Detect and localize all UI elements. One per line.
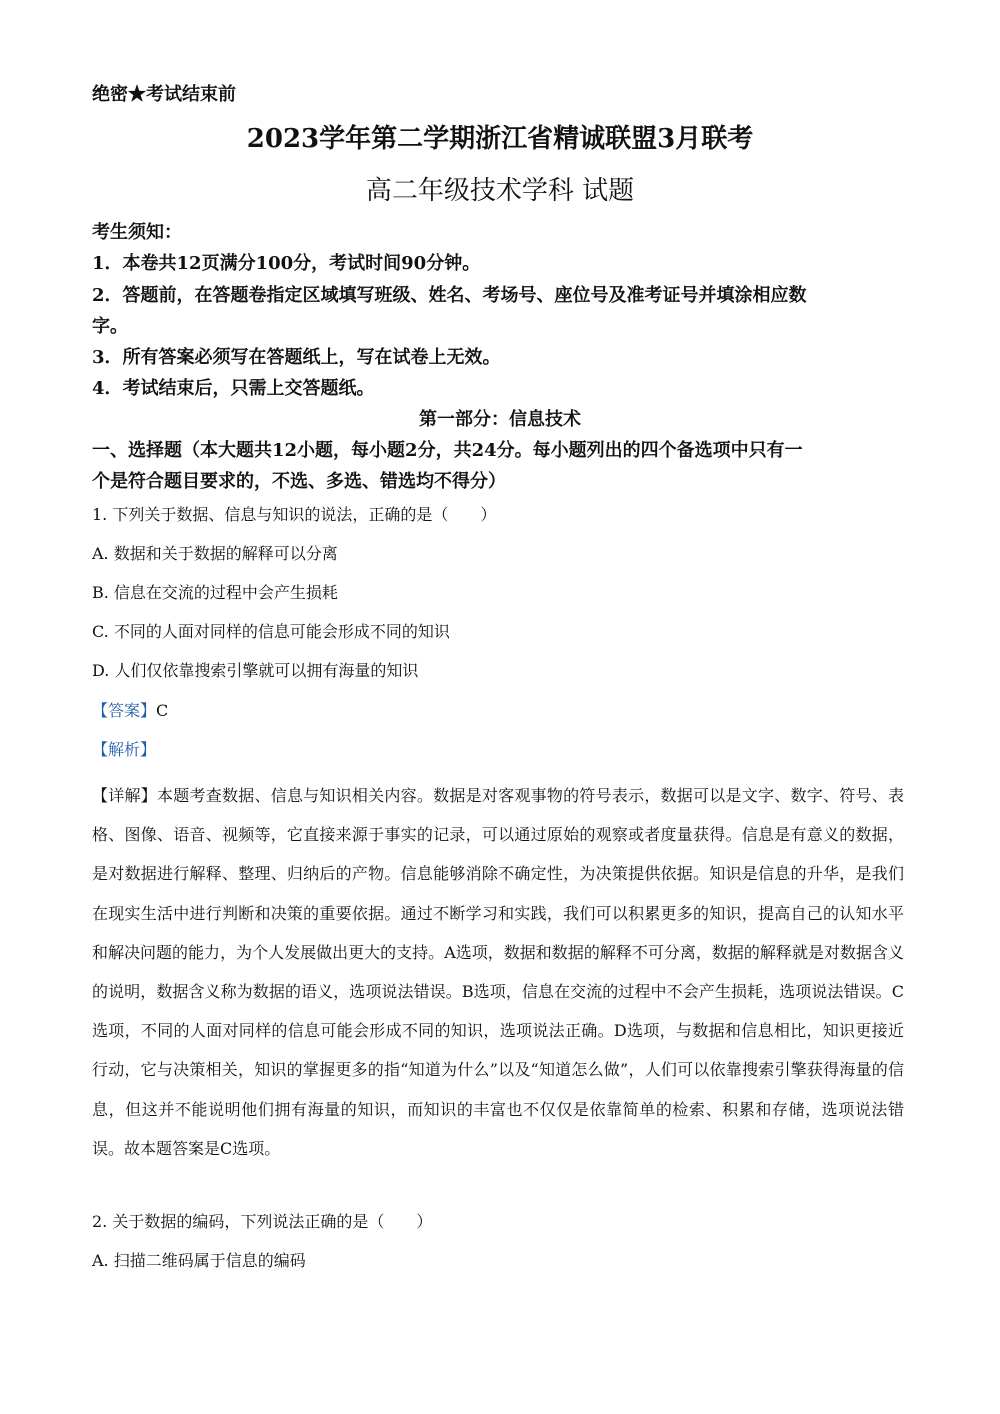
exam-subtitle: 高二年级技术学科 试题 [365, 176, 635, 206]
question-2-stem: 2. 关于数据的编码，下列说法正确的是（ ） [92, 1212, 433, 1231]
question-1-option-d: D. 人们仅依靠搜索引擎就可以拥有海量的知识 [92, 661, 419, 680]
exam-title: 2023学年第二学期浙江省精诚联盟3月联考 [246, 124, 754, 154]
answer-tag: 【答案】 [92, 701, 157, 720]
question-1-option-b: B. 信息在交流的过程中会产生损耗 [92, 583, 338, 602]
question-2-option-a: A. 扫描二维码属于信息的编码 [92, 1251, 306, 1270]
notice-item-2: 2．答题前，在答题卷指定区域填写班级、姓名、考场号、座位号及准考证号并填涂相应数 [92, 285, 807, 306]
notice-item-4: 4．考试结束后，只需上交答题纸。 [92, 378, 375, 399]
confidential-label: 绝密★考试结束前 [92, 84, 236, 105]
section-heading-line-2: 个是符合题目要求的，不选、多选、错选均不得分） [92, 471, 506, 492]
question-1-stem: 1. 下列关于数据、信息与知识的说法，正确的是（ ） [92, 505, 497, 524]
notice-heading: 考生须知： [92, 222, 182, 243]
detail-text: 本题考查数据、信息与知识相关内容。数据是对客观事物的符号表示，数据可以是文字、数字、符号、表格、图像、语音、视频等，它直接来源于事实的记录，可以通过原始的观察或者度量获得。信息是有意义的数据，是对数据进行解释、整理、归纳后的产物。信息能够消除不确定性，为决策提供依据。知识是信息的升华，是我们在现实生活中进行判断和决策的重要依据。通过不断学习和实践，我们可以积累更多的知识，提高自己的认知水平和解决问题的能力，为个人发展做出更大的支持。A选项，数据和数据的解释不可分离，数据的解释就是对数据含义的说明，数据含义称为数据的语义，选项说法错误。B选项，信息在交流的过程中不会产生损耗，选项说法错误。C选项，不同的人面对同样的信息可能会形成不同的知识，选项说法正确。D选项，与数据和信息相比，知识更接近行动，它与决策相关，知识的掌握更多的指“知道为什么”以及“知道怎么做”，人们可以依靠搜索引擎获得海量的信息，但这并不能说明他们拥有海量的知识，而知识的丰富也不仅仅是依靠简单的检索、积累和存储，选项说法错误。故本题答案是C选项。 [92, 786, 904, 1158]
question-1-detail [92, 776, 904, 1168]
notice-item-1: 1．本卷共12页满分100分，考试时间90分钟。 [92, 253, 481, 274]
answer-value: C [156, 701, 169, 720]
question-1-option-a: A. 数据和关于数据的解释可以分离 [92, 544, 338, 563]
notice-item-2-continued: 字。 [92, 316, 128, 337]
detail-tag: 【详解】 [92, 786, 157, 805]
part-heading: 第一部分：信息技术 [419, 409, 581, 430]
question-1-analysis-tag: 【解析】 [92, 740, 157, 759]
question-1-option-c: C. 不同的人面对同样的信息可能会形成不同的知识 [92, 622, 450, 641]
question-1-answer [92, 698, 168, 721]
notice-item-3: 3．所有答案必须写在答题纸上，写在试卷上无效。 [92, 347, 501, 368]
section-heading-line-1: 一、选择题（本大题共12小题，每小题2分，共24分。每小题列出的四个备选项中只有一 [92, 440, 803, 461]
